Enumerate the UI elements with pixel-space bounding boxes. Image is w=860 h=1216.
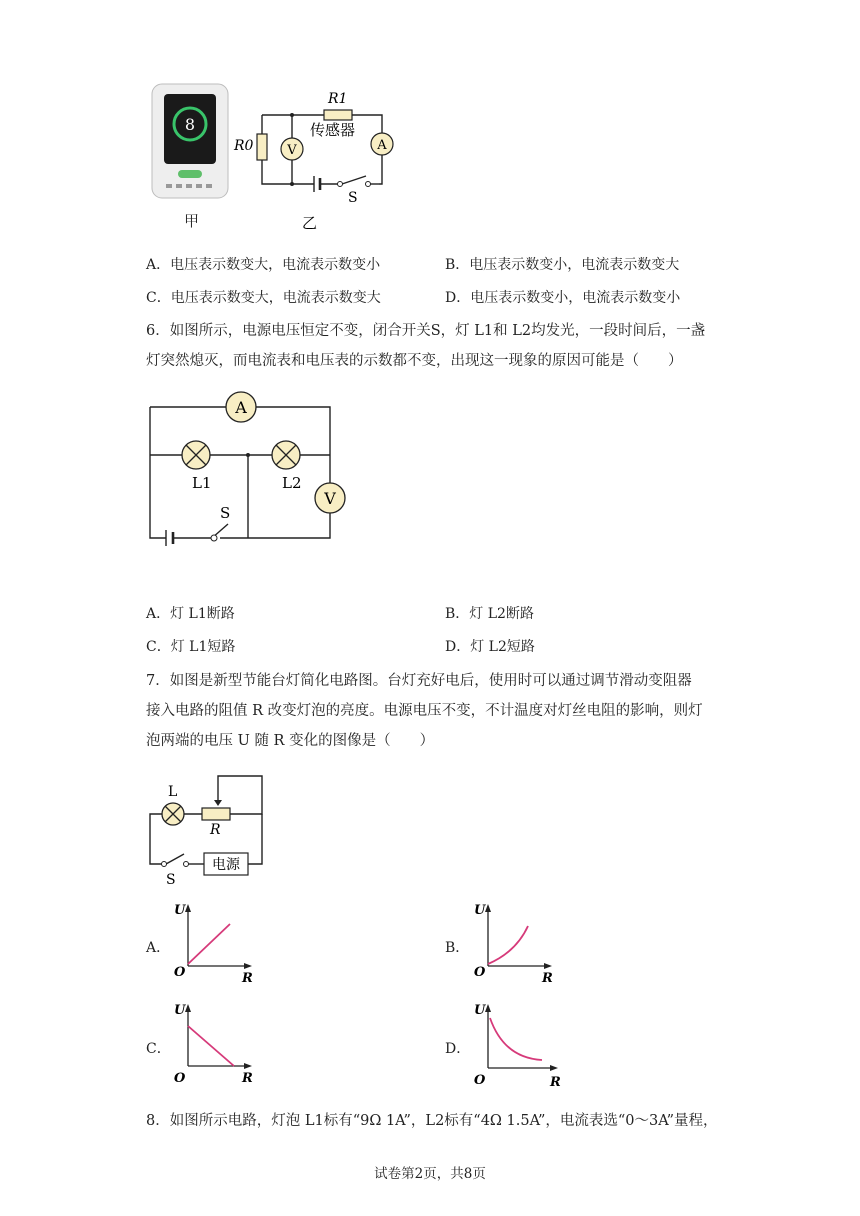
sensor-label: 传感器 <box>310 121 356 139</box>
q7-b-x-label: R <box>542 971 553 986</box>
q8-stem <box>146 1106 736 1136</box>
fig-yi-label: 乙 <box>302 214 318 232</box>
q7-c-origin-label: O <box>174 1071 186 1086</box>
page-footer: 试卷第2页，共8页 <box>374 1166 486 1182</box>
r0-label: R0 <box>234 138 254 154</box>
r0-resistor <box>257 134 267 160</box>
q6-l1-label: L1 <box>192 474 212 492</box>
q6-ammeter-label: A <box>235 398 247 417</box>
q7-circuit <box>140 772 280 887</box>
q5-option-a: A．电压表示数变大，电流表示数变小 <box>146 257 381 273</box>
q6-option-a: A．灯 L1断路 <box>146 606 235 622</box>
q5-option-c: C．电压表示数变大，电流表示数变大 <box>146 290 381 306</box>
q6-text-line2: 灯突然熄灭，而电流表和电压表的示数都不变，出现这一现象的原因可能是（ ） <box>146 353 683 369</box>
fig-jia-label: 甲 <box>184 212 200 230</box>
q7-d-x-label: R <box>550 1075 561 1090</box>
q6-option-c: C．灯 L1短路 <box>146 639 236 655</box>
q6-lamp-l2 <box>272 441 300 469</box>
q7-d-y-label: U <box>474 1003 486 1018</box>
q7-curve-b <box>488 926 528 964</box>
q7-rheostat-label: R <box>210 822 221 838</box>
q7-switch-label: S <box>166 872 176 888</box>
q7-option-c: C． <box>146 1041 171 1057</box>
r1-label: R1 <box>328 91 348 107</box>
r1-resistor <box>324 110 352 120</box>
q7-lamp-label: L <box>168 784 178 800</box>
q6-voltmeter-label: V <box>324 489 336 508</box>
q5-option-b: B．电压表示数变小，电流表示数变大 <box>445 257 680 273</box>
q7-stem <box>146 666 721 756</box>
q5-figure-jia <box>150 82 230 232</box>
q7-rheostat <box>202 808 230 820</box>
voltmeter-label: V <box>287 143 297 158</box>
q7-graph-b <box>470 898 560 988</box>
q7-b-y-label: U <box>474 903 486 918</box>
device-screen-value: 8 <box>184 115 196 134</box>
q6-lamp-l1 <box>182 441 210 469</box>
q7-text-line1: 7．如图是新型节能台灯简化电路图。台灯充好电后，使用时可以通过调节滑动变阻器 <box>146 673 692 689</box>
q7-option-b: B． <box>445 940 470 956</box>
q7-c-x-label: R <box>242 1071 253 1086</box>
q7-a-origin-label: O <box>174 965 186 980</box>
q6-stem <box>146 316 721 376</box>
q7-curve-d <box>490 1018 542 1060</box>
q5-circuit-yi <box>228 80 408 232</box>
q7-d-origin-label: O <box>474 1073 486 1088</box>
q7-curve-c <box>188 1026 234 1066</box>
q7-a-x-label: R <box>242 971 253 986</box>
q6-text-line1: 6．如图所示，电源电压恒定不变，闭合开关S，灯 L1和 L2均发光，一段时间后，一盏 <box>146 323 706 339</box>
q5-option-d: D．电压表示数变小，电流表示数变小 <box>445 290 681 306</box>
q7-source-label: 电源 <box>212 857 240 873</box>
q7-a-y-label: U <box>174 903 186 918</box>
q7-lamp <box>162 803 184 825</box>
q8-text-line1: 8．如图所示电路，灯泡 L1标有“9Ω 1A”，L2标有“4Ω 1.5A”，电流表选“0～3A”量程， <box>146 1113 718 1129</box>
q7-curve-a <box>188 924 230 964</box>
q7-graph-c <box>170 998 260 1088</box>
ammeter-label: A <box>377 138 387 153</box>
q7-c-y-label: U <box>174 1003 186 1018</box>
device-button <box>178 170 202 178</box>
q7-text-line2: 接入电路的阻值 R 改变灯泡的亮度。电源电压不变，不计温度对灯丝电阻的影响，则灯 <box>146 703 703 719</box>
q7-option-a: A． <box>146 940 171 956</box>
switch-label: S <box>348 190 358 206</box>
q7-graph-d <box>470 998 570 1090</box>
q6-l2-label: L2 <box>282 474 302 492</box>
q7-text-line3: 泡两端的电压 U 随 R 变化的图像是（ ） <box>146 733 435 749</box>
q7-b-origin-label: O <box>474 965 486 980</box>
q6-circuit <box>140 388 370 558</box>
q6-switch-label: S <box>220 504 231 522</box>
q6-option-d: D．灯 L2短路 <box>445 639 535 655</box>
q6-option-b: B．灯 L2断路 <box>445 606 534 622</box>
q7-graph-a <box>170 898 260 988</box>
q7-option-d: D． <box>445 1041 471 1057</box>
